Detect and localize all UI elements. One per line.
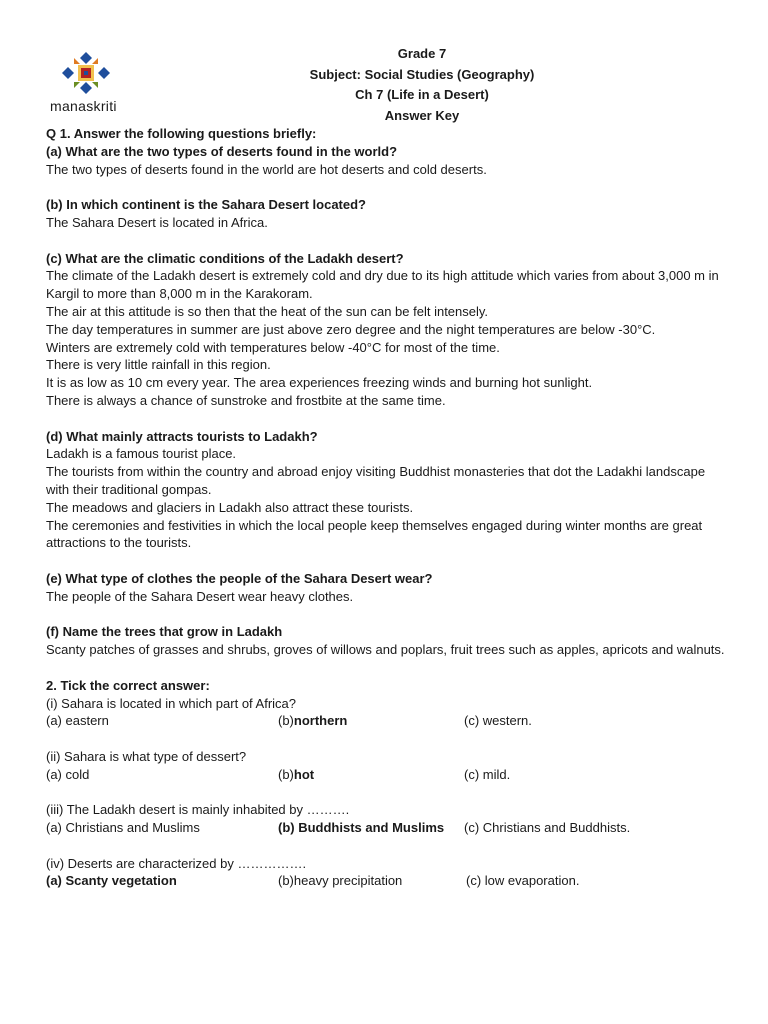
answer-c-line: There is always a chance of sunstroke and frostbite at the same time. [46, 392, 446, 408]
option-b-correct: (b) Buddhists and Muslims [278, 820, 445, 836]
answer-d-line: Ladakh is a famous tourist place. [46, 446, 237, 462]
option-a: (a) eastern [46, 713, 109, 729]
mcq-options-ii [46, 766, 726, 784]
answer-c-line: The climate of the Ladakh desert is extremely cold and dry due to its high attitude which varies from about 3,000 m in Kargil to more than 8,000 m in the Karakoram. [46, 268, 719, 302]
mcq-options-iii [46, 819, 726, 837]
grade-title: Grade 7 [397, 46, 447, 61]
mcq-question-i: (i) Sahara is located in which part of Africa? [46, 695, 297, 711]
option-b-correct: (b)northern [278, 713, 348, 729]
option-c: (c) western. [464, 713, 532, 729]
q1-heading: Q 1. Answer the following questions briefly: [46, 126, 317, 141]
option-a: (a) Christians and Muslims [46, 820, 200, 836]
option-c: (c) Christians and Buddhists. [464, 820, 631, 836]
question-f: (f) Name the trees that grow in Ladakh [46, 624, 283, 640]
question-e: (e) What type of clothes the people of the Sahara Desert wear? [46, 570, 433, 586]
answer-d-line: The tourists from within the country and abroad enjoy visiting Buddhist monasteries that dot the Ladakhi landscape with their traditional gompas. [46, 464, 706, 497]
question-a: (a) What are the two types of deserts found in the world? [46, 143, 398, 159]
answer-c-line: The air at this attitude is so then that the heat of the sun can be felt intensely. [46, 303, 489, 319]
mcq-options-iv [46, 872, 726, 890]
answer-a-line: The two types of deserts found in the world are hot deserts and cold deserts. [46, 161, 487, 177]
mcq-options-i [46, 712, 726, 730]
question-d: (d) What mainly attracts tourists to Ladakh? [46, 428, 318, 444]
option-a: (a) cold [46, 766, 90, 782]
document-body [46, 125, 726, 890]
answer-c-line: The day temperatures in summer are just above zero degree and the night temperatures are below -30°C. [46, 321, 656, 337]
answer-c-line: Winters are extremely cold with temperatures below -40°C for most of the time. [46, 339, 500, 355]
answer-c-line: There is very little rainfall in this region. [46, 357, 271, 373]
answer-d-line: The ceremonies and festivities in which the local people keep themselves engaged during winter months are great attractions to the tourists. [46, 517, 703, 551]
answer-key-title: Answer Key [384, 107, 460, 123]
mcq-question-iv: (iv) Deserts are characterized by ……………. [46, 855, 307, 871]
document-header [0, 44, 768, 126]
mcq-question-iii: (iii) The Ladakh desert is mainly inhabited by ………. [46, 802, 350, 818]
logo-text: manaskriti [50, 98, 117, 114]
option-b-correct: (b)hot [278, 766, 315, 782]
q2-heading: 2. Tick the correct answer: [46, 677, 210, 693]
subject-title: Subject: Social Studies (Geography) [309, 66, 535, 82]
answer-c-line: It is as low as 10 cm every year. The area experiences freezing winds and burning hot sunlight. [46, 375, 593, 391]
chapter-title: Ch 7 (Life in a Desert) [355, 87, 489, 103]
answer-d-line: The meadows and glaciers in Ladakh also attract these tourists. [46, 499, 414, 515]
option-c: (c) low evaporation. [466, 873, 580, 889]
option-b: (b)heavy precipitation [278, 873, 403, 889]
answer-b-line: The Sahara Desert is located in Africa. [46, 214, 268, 230]
question-b: (b) In which continent is the Sahara Desert located? [46, 197, 366, 213]
answer-f-line: Scanty patches of grasses and shrubs, groves of willows and poplars, fruit trees such as apples, apricots and walnuts. [46, 642, 725, 658]
option-c: (c) mild. [464, 766, 511, 782]
answer-e-line: The people of the Sahara Desert wear heavy clothes. [46, 588, 354, 604]
option-a-correct: (a) Scanty vegetation [46, 873, 177, 889]
mcq-question-ii: (ii) Sahara is what type of dessert? [46, 748, 247, 764]
question-c: (c) What are the climatic conditions of the Ladakh desert? [46, 250, 404, 266]
